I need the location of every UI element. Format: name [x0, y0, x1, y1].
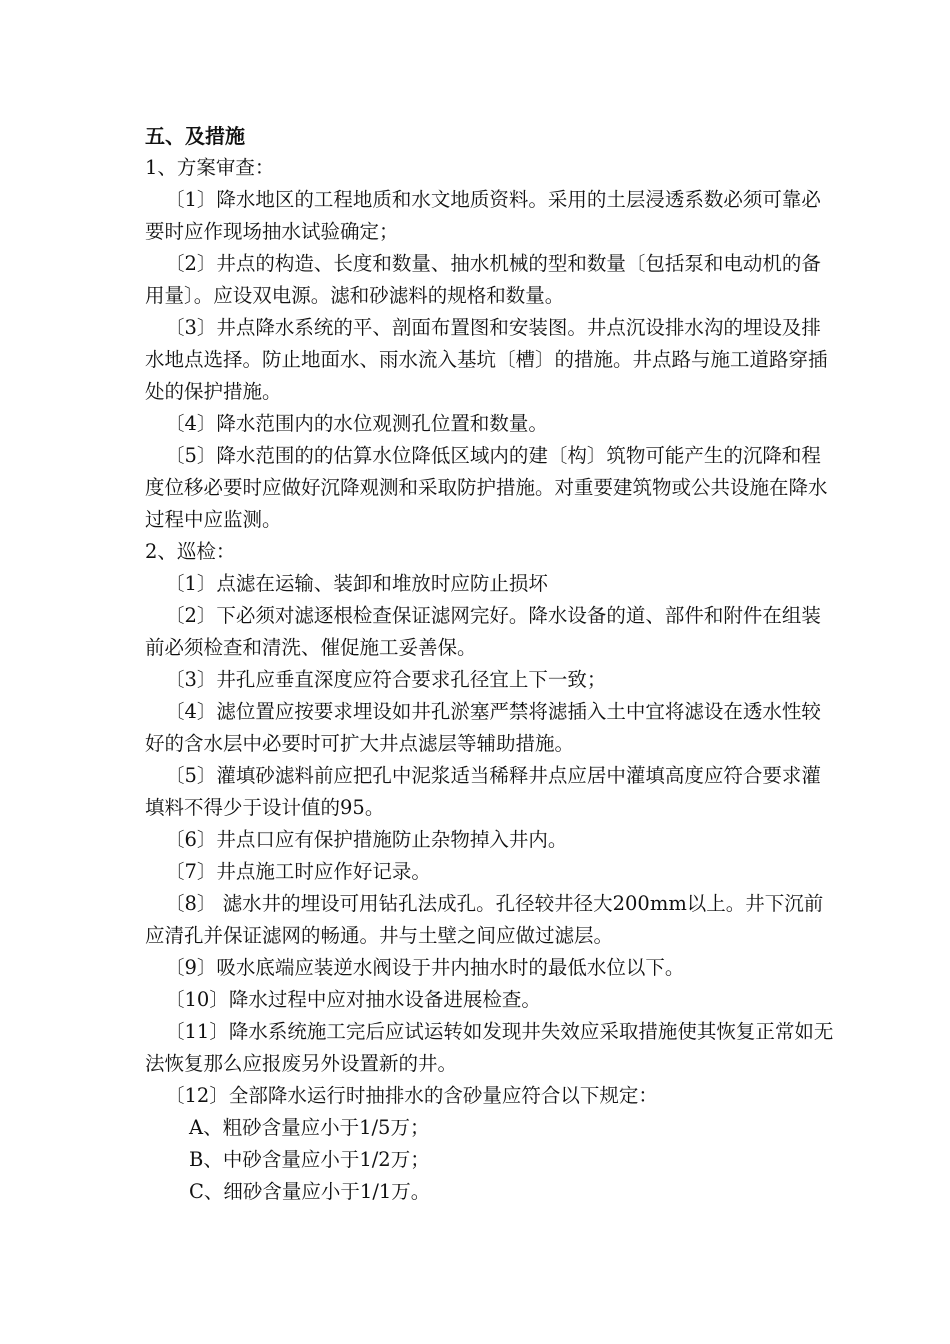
section-heading: 五、及措施: [145, 124, 245, 148]
plan-review-item-1: 〔1〕降水地区的工程地质和水文地质资料。采用的土层浸透系数必须可靠必要时应作现场抽水试验确定；: [145, 188, 821, 243]
plan-review-item-3: 〔3〕井点降水系统的平、剖面布置图和安装图。井点沉设排水沟的埋设及排水地点选择。防止地面水、雨水流入基坑〔槽〕的措施。井点路与施工道路穿插处的保护措施。: [145, 316, 828, 403]
inspection-item-4: 〔4〕滤位置应按要求埋设如井孔淤塞严禁将滤插入土中宜将滤设在透水性较好的含水层中必要时可扩大井点滤层等辅助措施。: [145, 700, 821, 755]
inspection-item-7: 〔7〕井点施工时应作好记录。: [165, 860, 431, 883]
inspection-item-9: 〔9〕吸水底端应装逆水阀设于井内抽水时的最低水位以下。: [165, 956, 685, 979]
inspection-item-3: 〔3〕井孔应垂直深度应符合要求孔径宜上下一致；: [165, 668, 607, 691]
inspection-item-1: 〔1〕点滤在运输、装卸和堆放时应防止损坏: [165, 572, 548, 595]
inspection-item-12: 〔12〕全部降水运行时抽排水的含砂量应符合以下规定：: [165, 1084, 658, 1107]
subsection-title-plan-review: 1、方案审查：: [145, 156, 275, 179]
plan-review-item-4: 〔4〕降水范围内的水位观测孔位置和数量。: [165, 412, 548, 435]
plan-review-item-5: 〔5〕降水范围的的估算水位降低区域内的建〔构〕筑物可能产生的沉降和程度位移必要时应做好沉降观测和采取防护措施。对重要建筑物或公共设施在降水过程中应监测。: [145, 444, 828, 531]
inspection-item-11: 〔11〕降水系统施工完后应试运转如发现井失效应采取措施使其恢复正常如无法恢复那么应报废另外设置新的井。: [145, 1020, 834, 1075]
sand-content-rule-b: B、中砂含量应小于1/2万；: [189, 1148, 430, 1171]
inspection-item-8: 〔8〕 滤水井的埋设可用钻孔法成孔。孔径较井径大200mm以上。井下沉前应清孔并保证滤网的畅通。井与土壁之间应做过滤层。: [145, 892, 824, 947]
inspection-item-6: 〔6〕井点口应有保护措施防止杂物掉入井内。: [165, 828, 568, 851]
sand-content-rule-a: A、粗砂含量应小于1/5万；: [189, 1116, 430, 1139]
inspection-item-10: 〔10〕降水过程中应对抽水设备进展检查。: [165, 988, 541, 1011]
subsection-title-inspection: 2、巡检：: [145, 540, 236, 563]
plan-review-item-2: 〔2〕井点的构造、长度和数量、抽水机械的型和数量〔包括泵和电动机的备用量〕。应设双电源。滤和砂滤料的规格和数量。: [145, 252, 821, 307]
sand-content-rule-c: C、细砂含量应小于1/1万。: [189, 1180, 431, 1203]
inspection-item-2: 〔2〕下必须对滤逐根检查保证滤网完好。降水设备的道、部件和附件在组装前必须检查和清洗、催促施工妥善保。: [145, 604, 821, 659]
document-page: [145, 120, 835, 1208]
inspection-item-5: 〔5〕灌填砂滤料前应把孔中泥浆适当稀释井点应居中灌填高度应符合要求灌填料不得少于设计值的95。: [145, 764, 821, 819]
